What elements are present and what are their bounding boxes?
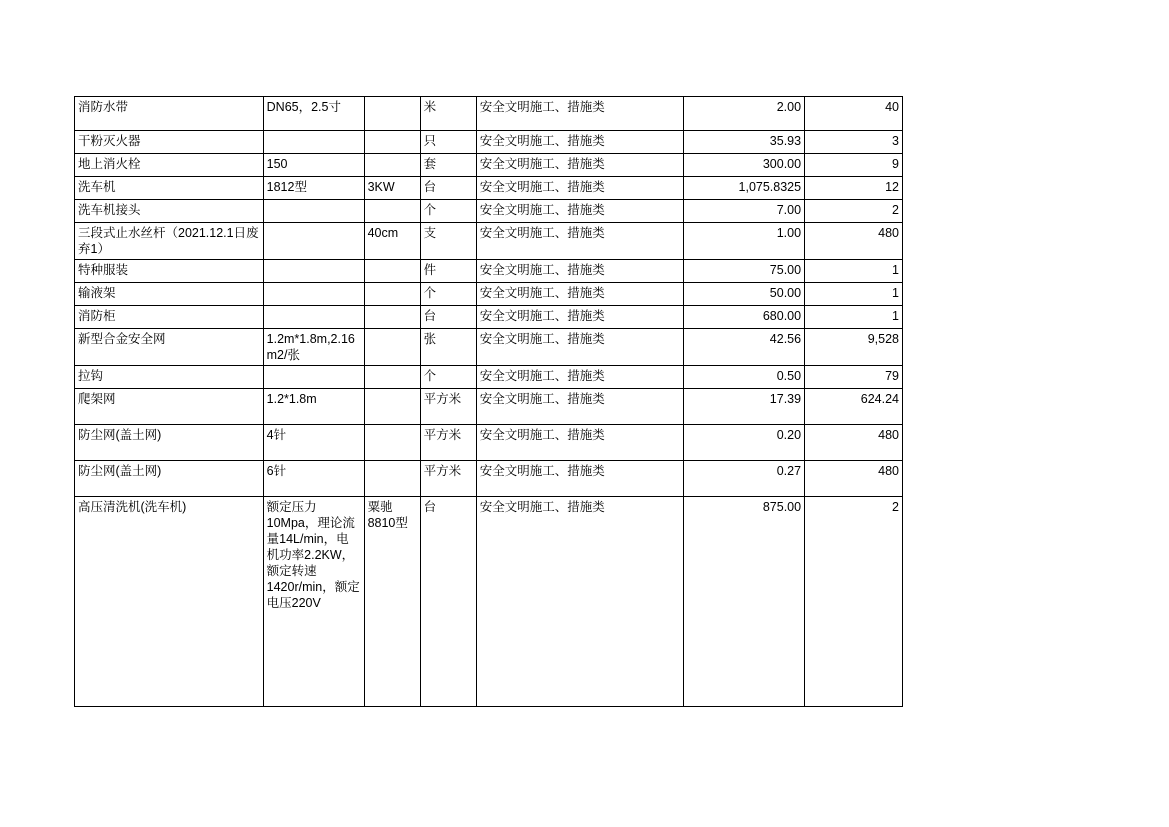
cell-unit[interactable]: 平方米 (420, 389, 476, 425)
cell-model[interactable] (364, 97, 420, 131)
table-row[interactable] (75, 425, 903, 461)
cell-model[interactable] (364, 366, 420, 389)
cell-quantity[interactable]: 480 (805, 461, 903, 497)
cell-quantity[interactable]: 1 (805, 283, 903, 306)
table-row[interactable] (75, 131, 903, 154)
cell-price[interactable]: 1.00 (683, 223, 804, 260)
table-row[interactable] (75, 497, 903, 707)
cell-unit[interactable]: 平方米 (420, 425, 476, 461)
cell-model[interactable] (364, 131, 420, 154)
cell-model[interactable] (364, 283, 420, 306)
cell-name[interactable]: 新型合金安全网 (75, 329, 264, 366)
cell-name[interactable]: 输液架 (75, 283, 264, 306)
cell-spec[interactable]: 额定压力10Mpa，理论流量14L/min，电机功率2.2KW，额定转速1420r/min，额定电压220V (263, 497, 364, 707)
cell-spec[interactable]: 1.2m*1.8m,2.16m2/张 (263, 329, 364, 366)
cell-name[interactable]: 爬架网 (75, 389, 264, 425)
cell-model[interactable] (364, 425, 420, 461)
cell-price[interactable]: 875.00 (683, 497, 804, 707)
cell-model[interactable] (364, 306, 420, 329)
cell-price[interactable]: 17.39 (683, 389, 804, 425)
table-row[interactable] (75, 97, 903, 131)
table-row[interactable] (75, 461, 903, 497)
cell-unit[interactable]: 支 (420, 223, 476, 260)
spreadsheet-area (74, 96, 903, 707)
cell-quantity[interactable]: 9,528 (805, 329, 903, 366)
cell-name[interactable]: 防尘网(盖土网) (75, 461, 264, 497)
cell-model[interactable] (364, 461, 420, 497)
cell-category[interactable]: 安全文明施工、措施类 (476, 223, 683, 260)
cell-price[interactable]: 7.00 (683, 200, 804, 223)
cell-name[interactable]: 干粉灭火器 (75, 131, 264, 154)
cell-category[interactable]: 安全文明施工、措施类 (476, 154, 683, 177)
table-row[interactable] (75, 389, 903, 425)
cell-unit[interactable]: 个 (420, 200, 476, 223)
cell-model[interactable]: 40cm (364, 223, 420, 260)
cell-model[interactable]: 3KW (364, 177, 420, 200)
cell-unit[interactable]: 平方米 (420, 461, 476, 497)
cell-category[interactable]: 安全文明施工、措施类 (476, 97, 683, 131)
cell-name[interactable]: 洗车机接头 (75, 200, 264, 223)
cell-model[interactable] (364, 154, 420, 177)
cell-name[interactable]: 三段式止水丝杆（2021.12.1日废弃1） (75, 223, 264, 260)
cell-price[interactable]: 42.56 (683, 329, 804, 366)
cell-category[interactable]: 安全文明施工、措施类 (476, 177, 683, 200)
cell-spec[interactable]: 150 (263, 154, 364, 177)
cell-spec[interactable]: 6针 (263, 461, 364, 497)
cell-price[interactable]: 1,075.8325 (683, 177, 804, 200)
cell-quantity[interactable]: 1 (805, 260, 903, 283)
cell-unit[interactable]: 米 (420, 97, 476, 131)
cell-quantity[interactable]: 1 (805, 306, 903, 329)
cell-quantity[interactable]: 40 (805, 97, 903, 131)
cell-quantity[interactable]: 480 (805, 223, 903, 260)
cell-spec[interactable]: 4针 (263, 425, 364, 461)
cell-unit[interactable]: 台 (420, 306, 476, 329)
cell-unit[interactable]: 台 (420, 497, 476, 707)
table-row[interactable] (75, 200, 903, 223)
cell-unit[interactable]: 个 (420, 283, 476, 306)
cell-category[interactable]: 安全文明施工、措施类 (476, 200, 683, 223)
cell-category[interactable]: 安全文明施工、措施类 (476, 366, 683, 389)
cell-category[interactable]: 安全文明施工、措施类 (476, 260, 683, 283)
cell-unit[interactable]: 台 (420, 177, 476, 200)
cell-name[interactable]: 消防水带 (75, 97, 264, 131)
cell-price[interactable]: 50.00 (683, 283, 804, 306)
materials-table (74, 96, 903, 707)
cell-spec[interactable]: DN65，2.5寸 (263, 97, 364, 131)
cell-category[interactable]: 安全文明施工、措施类 (476, 497, 683, 707)
cell-price[interactable]: 75.00 (683, 260, 804, 283)
cell-price[interactable]: 300.00 (683, 154, 804, 177)
cell-category[interactable]: 安全文明施工、措施类 (476, 131, 683, 154)
cell-category[interactable]: 安全文明施工、措施类 (476, 306, 683, 329)
cell-unit[interactable]: 个 (420, 366, 476, 389)
cell-price[interactable]: 35.93 (683, 131, 804, 154)
cell-category[interactable]: 安全文明施工、措施类 (476, 329, 683, 366)
cell-spec[interactable]: 1.2*1.8m (263, 389, 364, 425)
cell-quantity[interactable]: 9 (805, 154, 903, 177)
table-row[interactable] (75, 223, 903, 260)
cell-spec[interactable] (263, 131, 364, 154)
cell-quantity[interactable]: 624.24 (805, 389, 903, 425)
cell-category[interactable]: 安全文明施工、措施类 (476, 461, 683, 497)
cell-unit[interactable]: 张 (420, 329, 476, 366)
cell-quantity[interactable]: 12 (805, 177, 903, 200)
cell-model[interactable]: 粟驰8810型 (364, 497, 420, 707)
cell-spec[interactable]: 1812型 (263, 177, 364, 200)
cell-spec[interactable] (263, 260, 364, 283)
cell-category[interactable]: 安全文明施工、措施类 (476, 425, 683, 461)
cell-name[interactable]: 拉钩 (75, 366, 264, 389)
table-row[interactable] (75, 366, 903, 389)
table-row[interactable] (75, 283, 903, 306)
cell-spec[interactable] (263, 366, 364, 389)
cell-price[interactable]: 680.00 (683, 306, 804, 329)
cell-model[interactable] (364, 389, 420, 425)
cell-unit[interactable]: 只 (420, 131, 476, 154)
cell-price[interactable]: 0.20 (683, 425, 804, 461)
cell-spec[interactable] (263, 200, 364, 223)
table-row[interactable] (75, 177, 903, 200)
table-row[interactable] (75, 154, 903, 177)
cell-spec[interactable] (263, 306, 364, 329)
cell-name[interactable]: 地上消火栓 (75, 154, 264, 177)
table-row[interactable] (75, 329, 903, 366)
cell-price[interactable]: 0.27 (683, 461, 804, 497)
cell-spec[interactable] (263, 223, 364, 260)
cell-model[interactable] (364, 329, 420, 366)
cell-price[interactable]: 0.50 (683, 366, 804, 389)
cell-model[interactable] (364, 200, 420, 223)
table-row[interactable] (75, 260, 903, 283)
cell-spec[interactable] (263, 283, 364, 306)
cell-quantity[interactable]: 79 (805, 366, 903, 389)
cell-unit[interactable]: 件 (420, 260, 476, 283)
cell-quantity[interactable]: 3 (805, 131, 903, 154)
cell-name[interactable]: 消防柜 (75, 306, 264, 329)
table-row[interactable] (75, 306, 903, 329)
cell-quantity[interactable]: 2 (805, 497, 903, 707)
cell-price[interactable]: 2.00 (683, 97, 804, 131)
cell-quantity[interactable]: 2 (805, 200, 903, 223)
cell-unit[interactable]: 套 (420, 154, 476, 177)
cell-name[interactable]: 洗车机 (75, 177, 264, 200)
cell-model[interactable] (364, 260, 420, 283)
cell-name[interactable]: 高压清洗机(洗车机) (75, 497, 264, 707)
cell-category[interactable]: 安全文明施工、措施类 (476, 389, 683, 425)
cell-quantity[interactable]: 480 (805, 425, 903, 461)
cell-category[interactable]: 安全文明施工、措施类 (476, 283, 683, 306)
cell-name[interactable]: 特种服装 (75, 260, 264, 283)
cell-name[interactable]: 防尘网(盖土网) (75, 425, 264, 461)
